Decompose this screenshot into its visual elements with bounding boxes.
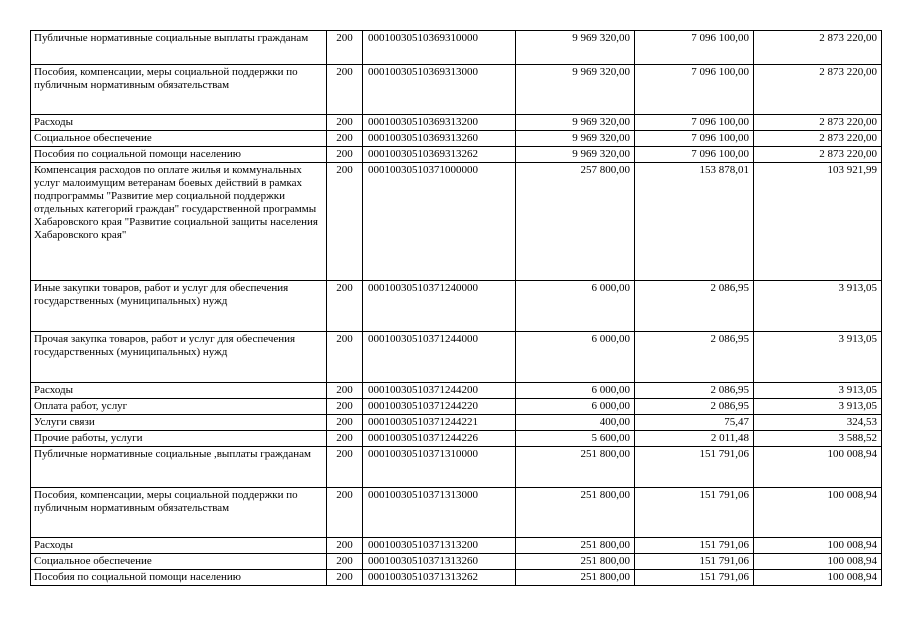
row-code-cell: 200	[327, 115, 363, 131]
row-remaining-amount-cell: 3 913,05	[754, 399, 882, 415]
row-remaining-amount-cell: 3 913,05	[754, 332, 882, 383]
row-classification-code-cell: 00010030510371313000	[363, 488, 516, 538]
row-executed-amount-cell: 7 096 100,00	[635, 131, 754, 147]
row-executed-amount-cell: 75,47	[635, 415, 754, 431]
row-executed-amount-cell: 7 096 100,00	[635, 31, 754, 65]
row-code-cell: 200	[327, 147, 363, 163]
row-executed-amount-cell: 2 086,95	[635, 383, 754, 399]
budget-table	[30, 30, 882, 586]
row-classification-code-cell: 00010030510371310000	[363, 447, 516, 488]
table-row	[31, 415, 882, 431]
row-classification-code-cell: 00010030510371313262	[363, 570, 516, 586]
row-classification-code-cell: 00010030510371244000	[363, 332, 516, 383]
row-code-cell: 200	[327, 332, 363, 383]
row-classification-code-cell: 00010030510371313260	[363, 554, 516, 570]
row-code-cell: 200	[327, 554, 363, 570]
table-row	[31, 447, 882, 488]
table-row	[31, 538, 882, 554]
row-code-cell: 200	[327, 399, 363, 415]
row-executed-amount-cell: 7 096 100,00	[635, 115, 754, 131]
row-remaining-amount-cell: 100 008,94	[754, 538, 882, 554]
row-name-cell: Услуги связи	[31, 415, 327, 431]
row-remaining-amount-cell: 2 873 220,00	[754, 131, 882, 147]
table-row	[31, 383, 882, 399]
row-name-cell: Прочие работы, услуги	[31, 431, 327, 447]
row-name-cell: Расходы	[31, 538, 327, 554]
row-classification-code-cell: 00010030510369313000	[363, 65, 516, 115]
row-approved-amount-cell: 6 000,00	[516, 281, 635, 332]
row-remaining-amount-cell: 100 008,94	[754, 570, 882, 586]
row-approved-amount-cell: 257 800,00	[516, 163, 635, 281]
row-classification-code-cell: 00010030510371244226	[363, 431, 516, 447]
row-executed-amount-cell: 7 096 100,00	[635, 65, 754, 115]
row-remaining-amount-cell: 3 588,52	[754, 431, 882, 447]
row-remaining-amount-cell: 100 008,94	[754, 488, 882, 538]
row-approved-amount-cell: 251 800,00	[516, 538, 635, 554]
row-approved-amount-cell: 251 800,00	[516, 570, 635, 586]
row-classification-code-cell: 00010030510371244200	[363, 383, 516, 399]
row-executed-amount-cell: 151 791,06	[635, 488, 754, 538]
row-approved-amount-cell: 400,00	[516, 415, 635, 431]
row-remaining-amount-cell: 324,53	[754, 415, 882, 431]
row-name-cell: Пособия по социальной помощи населению	[31, 147, 327, 163]
row-approved-amount-cell: 5 600,00	[516, 431, 635, 447]
row-executed-amount-cell: 151 791,06	[635, 538, 754, 554]
row-name-cell: Расходы	[31, 383, 327, 399]
row-classification-code-cell: 00010030510371244221	[363, 415, 516, 431]
row-classification-code-cell: 00010030510371000000	[363, 163, 516, 281]
row-classification-code-cell: 00010030510369313260	[363, 131, 516, 147]
row-code-cell: 200	[327, 131, 363, 147]
row-code-cell: 200	[327, 415, 363, 431]
row-executed-amount-cell: 151 791,06	[635, 554, 754, 570]
row-code-cell: 200	[327, 447, 363, 488]
row-approved-amount-cell: 9 969 320,00	[516, 31, 635, 65]
row-code-cell: 200	[327, 488, 363, 538]
table-row	[31, 31, 882, 65]
row-name-cell: Оплата работ, услуг	[31, 399, 327, 415]
row-remaining-amount-cell: 100 008,94	[754, 447, 882, 488]
row-name-cell: Публичные нормативные социальные выплаты гражданам	[31, 31, 327, 65]
row-code-cell: 200	[327, 31, 363, 65]
table-row	[31, 131, 882, 147]
row-name-cell: Публичные нормативные социальные ,выплаты гражданам	[31, 447, 327, 488]
row-approved-amount-cell: 9 969 320,00	[516, 131, 635, 147]
row-remaining-amount-cell: 103 921,99	[754, 163, 882, 281]
row-approved-amount-cell: 251 800,00	[516, 488, 635, 538]
row-code-cell: 200	[327, 383, 363, 399]
row-remaining-amount-cell: 2 873 220,00	[754, 65, 882, 115]
row-name-cell: Пособия, компенсации, меры социальной поддержки по публичным нормативным обязательствам	[31, 65, 327, 115]
table-row	[31, 399, 882, 415]
row-name-cell: Расходы	[31, 115, 327, 131]
row-executed-amount-cell: 153 878,01	[635, 163, 754, 281]
table-row	[31, 431, 882, 447]
table-row	[31, 65, 882, 115]
row-executed-amount-cell: 2 011,48	[635, 431, 754, 447]
row-approved-amount-cell: 6 000,00	[516, 399, 635, 415]
row-executed-amount-cell: 7 096 100,00	[635, 147, 754, 163]
row-code-cell: 200	[327, 163, 363, 281]
row-approved-amount-cell: 6 000,00	[516, 383, 635, 399]
row-name-cell: Компенсация расходов по оплате жилья и коммунальных услуг малоимущим ветеранам боевых действий в рамках подпрограммы "Развитие мер социальной поддержки отдельных категорий граждан" государственной программы Хабаровского края "Развитие социальной защиты населения Хабаровского края"	[31, 163, 327, 281]
table-row	[31, 115, 882, 131]
row-executed-amount-cell: 2 086,95	[635, 399, 754, 415]
row-approved-amount-cell: 251 800,00	[516, 554, 635, 570]
row-name-cell: Социальное обеспечение	[31, 131, 327, 147]
row-executed-amount-cell: 151 791,06	[635, 570, 754, 586]
table-row	[31, 163, 882, 281]
table-row	[31, 332, 882, 383]
row-name-cell: Социальное обеспечение	[31, 554, 327, 570]
row-approved-amount-cell: 9 969 320,00	[516, 115, 635, 131]
row-classification-code-cell: 00010030510371313200	[363, 538, 516, 554]
row-name-cell: Пособия по социальной помощи населению	[31, 570, 327, 586]
row-remaining-amount-cell: 3 913,05	[754, 281, 882, 332]
row-name-cell: Иные закупки товаров, работ и услуг для обеспечения государственных (муниципальных) нужд	[31, 281, 327, 332]
row-name-cell: Пособия, компенсации, меры социальной поддержки по публичным нормативным обязательствам	[31, 488, 327, 538]
budget-execution-sheet	[30, 30, 877, 586]
row-classification-code-cell: 00010030510371240000	[363, 281, 516, 332]
row-remaining-amount-cell: 2 873 220,00	[754, 31, 882, 65]
row-approved-amount-cell: 251 800,00	[516, 447, 635, 488]
table-row	[31, 570, 882, 586]
table-row	[31, 147, 882, 163]
row-code-cell: 200	[327, 281, 363, 332]
row-classification-code-cell: 00010030510369313200	[363, 115, 516, 131]
row-classification-code-cell: 00010030510371244220	[363, 399, 516, 415]
row-code-cell: 200	[327, 538, 363, 554]
row-code-cell: 200	[327, 431, 363, 447]
row-executed-amount-cell: 151 791,06	[635, 447, 754, 488]
row-remaining-amount-cell: 3 913,05	[754, 383, 882, 399]
row-remaining-amount-cell: 2 873 220,00	[754, 115, 882, 131]
row-remaining-amount-cell: 100 008,94	[754, 554, 882, 570]
row-approved-amount-cell: 9 969 320,00	[516, 147, 635, 163]
row-approved-amount-cell: 6 000,00	[516, 332, 635, 383]
row-executed-amount-cell: 2 086,95	[635, 332, 754, 383]
row-name-cell: Прочая закупка товаров, работ и услуг для обеспечения государственных (муниципальных) нужд	[31, 332, 327, 383]
row-executed-amount-cell: 2 086,95	[635, 281, 754, 332]
table-row	[31, 281, 882, 332]
row-code-cell: 200	[327, 570, 363, 586]
table-row	[31, 554, 882, 570]
row-remaining-amount-cell: 2 873 220,00	[754, 147, 882, 163]
row-classification-code-cell: 00010030510369310000	[363, 31, 516, 65]
row-approved-amount-cell: 9 969 320,00	[516, 65, 635, 115]
row-classification-code-cell: 00010030510369313262	[363, 147, 516, 163]
table-row	[31, 488, 882, 538]
budget-table-body	[31, 31, 882, 586]
row-code-cell: 200	[327, 65, 363, 115]
